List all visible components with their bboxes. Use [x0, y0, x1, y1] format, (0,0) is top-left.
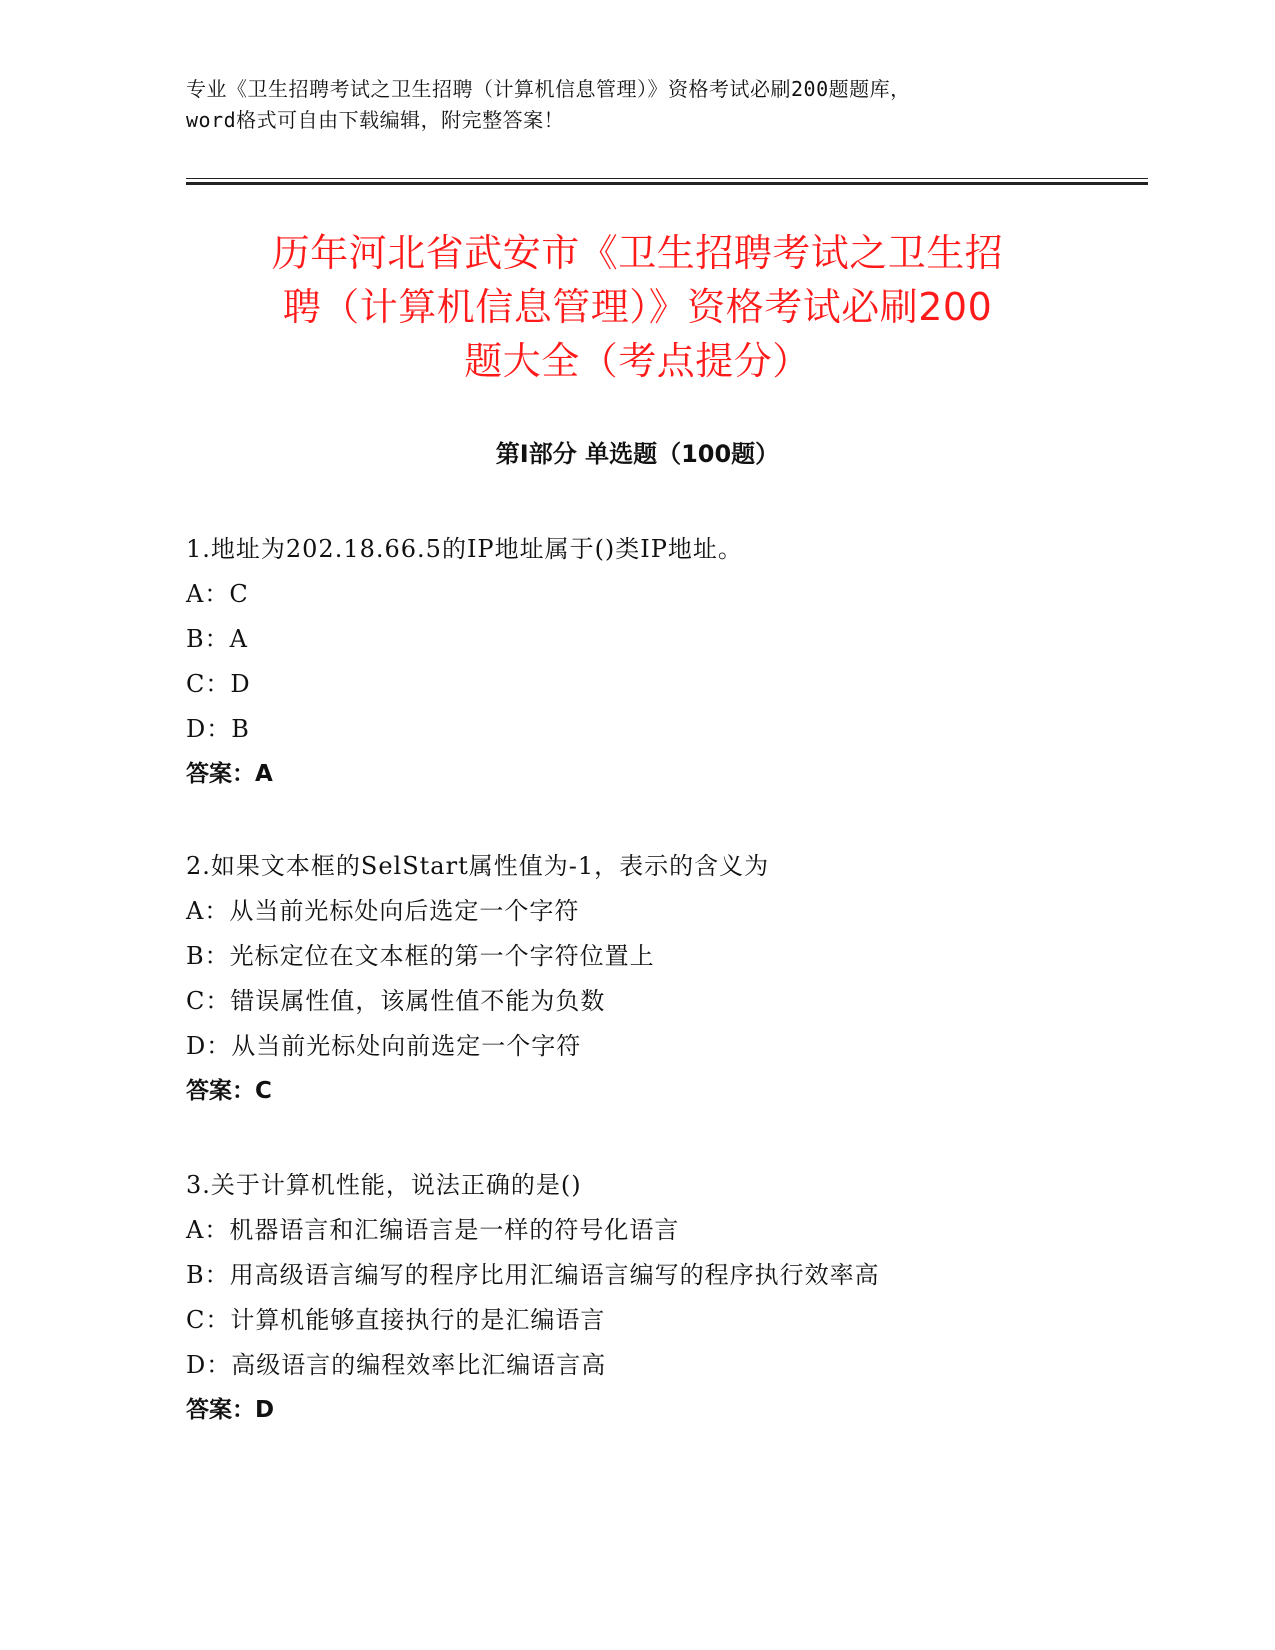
answer-label: 答案：	[186, 1397, 255, 1423]
answer-line	[186, 1069, 1116, 1114]
question-stem: 3.关于计算机性能，说法正确的是()	[186, 1171, 582, 1199]
answer-line	[186, 1388, 1116, 1433]
header-note-line-2: word格式可自由下载编辑，附完整答案！	[186, 108, 565, 132]
answer-line	[186, 752, 1116, 797]
question-stem: 1.地址为202.18.66.5的IP地址属于()类IP地址。	[186, 535, 743, 563]
title-line-2: 聘（计算机信息管理）》资格考试必刷200	[282, 285, 993, 329]
option-a: A：机器语言和汇编语言是一样的符号化语言	[186, 1216, 680, 1244]
option-d: D：B	[186, 715, 250, 743]
question-1	[186, 527, 1116, 797]
title-line-1: 历年河北省武安市《卫生招聘考试之卫生招	[271, 231, 1004, 275]
title-line-3: 题大全（考点提分）	[464, 339, 811, 383]
answer-label: 答案：	[186, 761, 255, 787]
option-c: C：D	[186, 670, 251, 698]
answer-value: D	[255, 1397, 275, 1423]
option-b: B：光标定位在文本框的第一个字符位置上	[186, 942, 655, 970]
option-c: C：计算机能够直接执行的是汇编语言	[186, 1306, 606, 1334]
question-stem: 2.如果文本框的SelStart属性值为-1，表示的含义为	[186, 852, 770, 880]
answer-value: A	[255, 761, 273, 787]
header-note-line-1: 专业《卫生招聘考试之卫生招聘（计算机信息管理）》资格考试必刷200题题库，	[186, 77, 911, 101]
option-d: D：从当前光标处向前选定一个字符	[186, 1032, 582, 1060]
header-divider-thick	[186, 182, 1148, 185]
question-2	[186, 844, 1116, 1114]
option-a: A：从当前光标处向后选定一个字符	[186, 897, 580, 925]
option-d: D：高级语言的编程效率比汇编语言高	[186, 1351, 607, 1379]
option-a: A：C	[186, 580, 249, 608]
answer-value: C	[255, 1078, 272, 1104]
question-3	[186, 1163, 1116, 1433]
answer-label: 答案：	[186, 1078, 255, 1104]
section-heading: 第I部分 单选题（100题）	[495, 440, 780, 468]
header-divider-thin	[186, 178, 1148, 179]
option-b: B：用高级语言编写的程序比用汇编语言编写的程序执行效率高	[186, 1261, 880, 1289]
option-c: C：错误属性值，该属性值不能为负数	[186, 987, 606, 1015]
header-note	[186, 74, 1096, 136]
document-title	[180, 226, 1095, 388]
option-b: B：A	[186, 625, 248, 653]
